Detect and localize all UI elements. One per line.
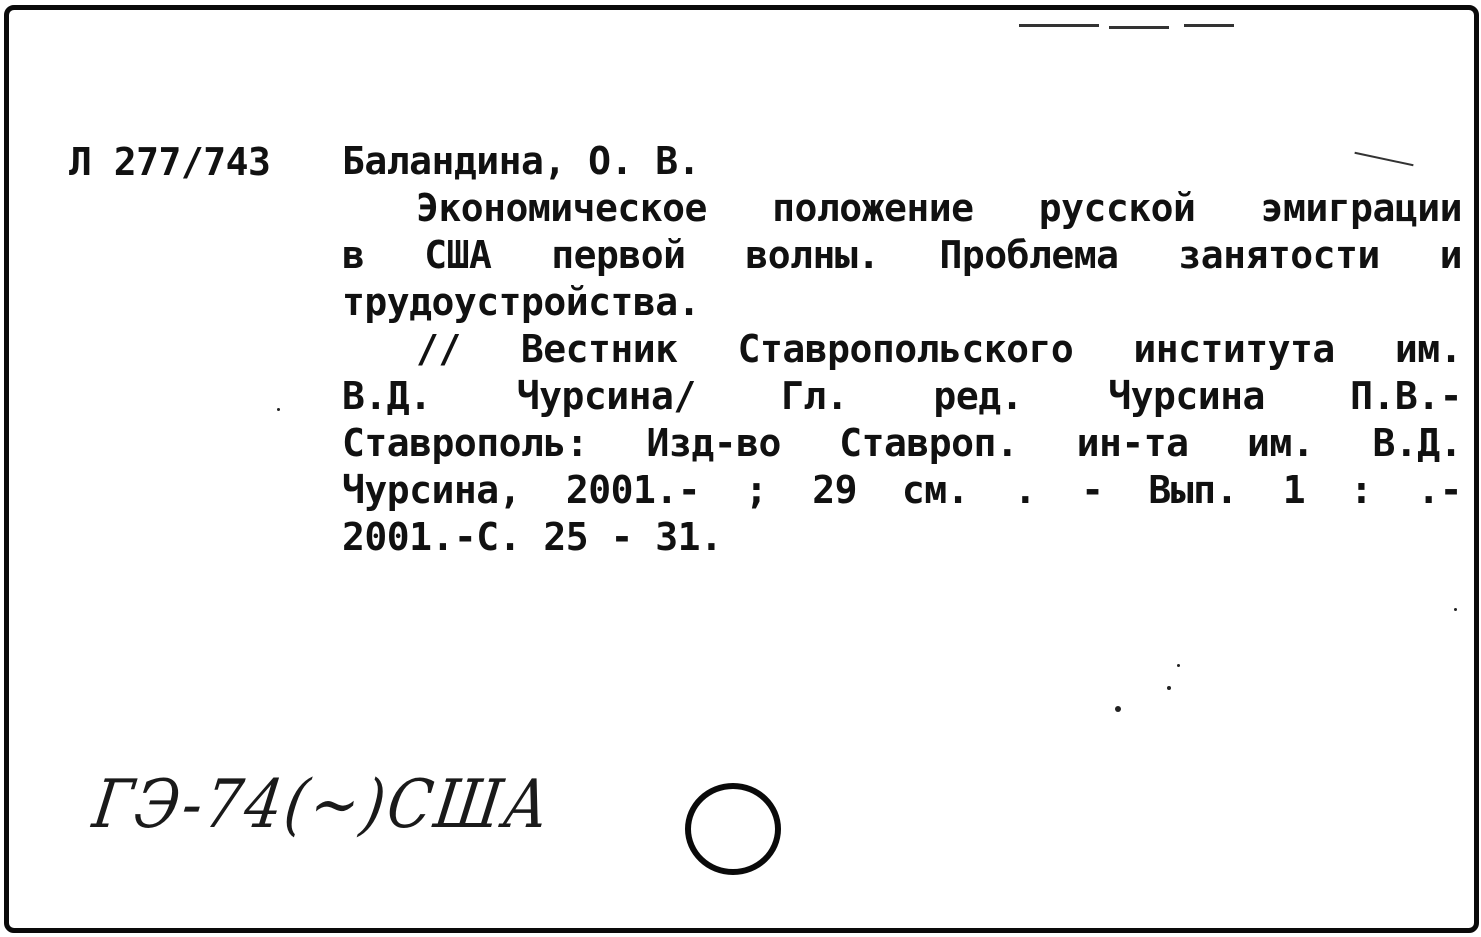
shelfmark: Л 277/743 — [69, 140, 271, 184]
title-line: в США первой волны. Проблема занятости и — [342, 233, 1462, 277]
scan-speck — [277, 408, 280, 411]
catalog-card — [4, 5, 1479, 933]
title-line: трудоустройства. — [342, 280, 701, 324]
title-line: Экономическое положение русской эмиграции — [416, 186, 1462, 230]
punch-hole — [685, 783, 781, 875]
scan-speck — [1167, 686, 1171, 690]
source-line: В.Д. Чурсина/ Гл. ред. Чурсина П.В.- — [342, 374, 1462, 418]
source-line: Ставрополь: Изд-во Ставроп. ин-та им. В.Д. — [342, 421, 1462, 465]
author-heading: Баландина, О. В. — [342, 139, 701, 183]
source-line: Чурсина, 2001.- ; 29 см. . - Вып. 1 : .- — [342, 468, 1462, 512]
source-line: 2001.-С. 25 - 31. — [342, 515, 723, 559]
scan-artifact-dash — [1184, 24, 1234, 27]
scan-artifact-dash — [1109, 26, 1169, 29]
scan-speck — [1454, 608, 1457, 611]
bibliographic-entry — [342, 138, 1462, 561]
handwritten-classification: ГЭ-74(~)США — [88, 764, 558, 844]
source-line: // Вестник Ставропольского института им. — [416, 327, 1462, 371]
scan-speck — [1177, 664, 1180, 667]
scan-speck — [1115, 706, 1121, 712]
scan-artifact-dash — [1019, 24, 1099, 27]
